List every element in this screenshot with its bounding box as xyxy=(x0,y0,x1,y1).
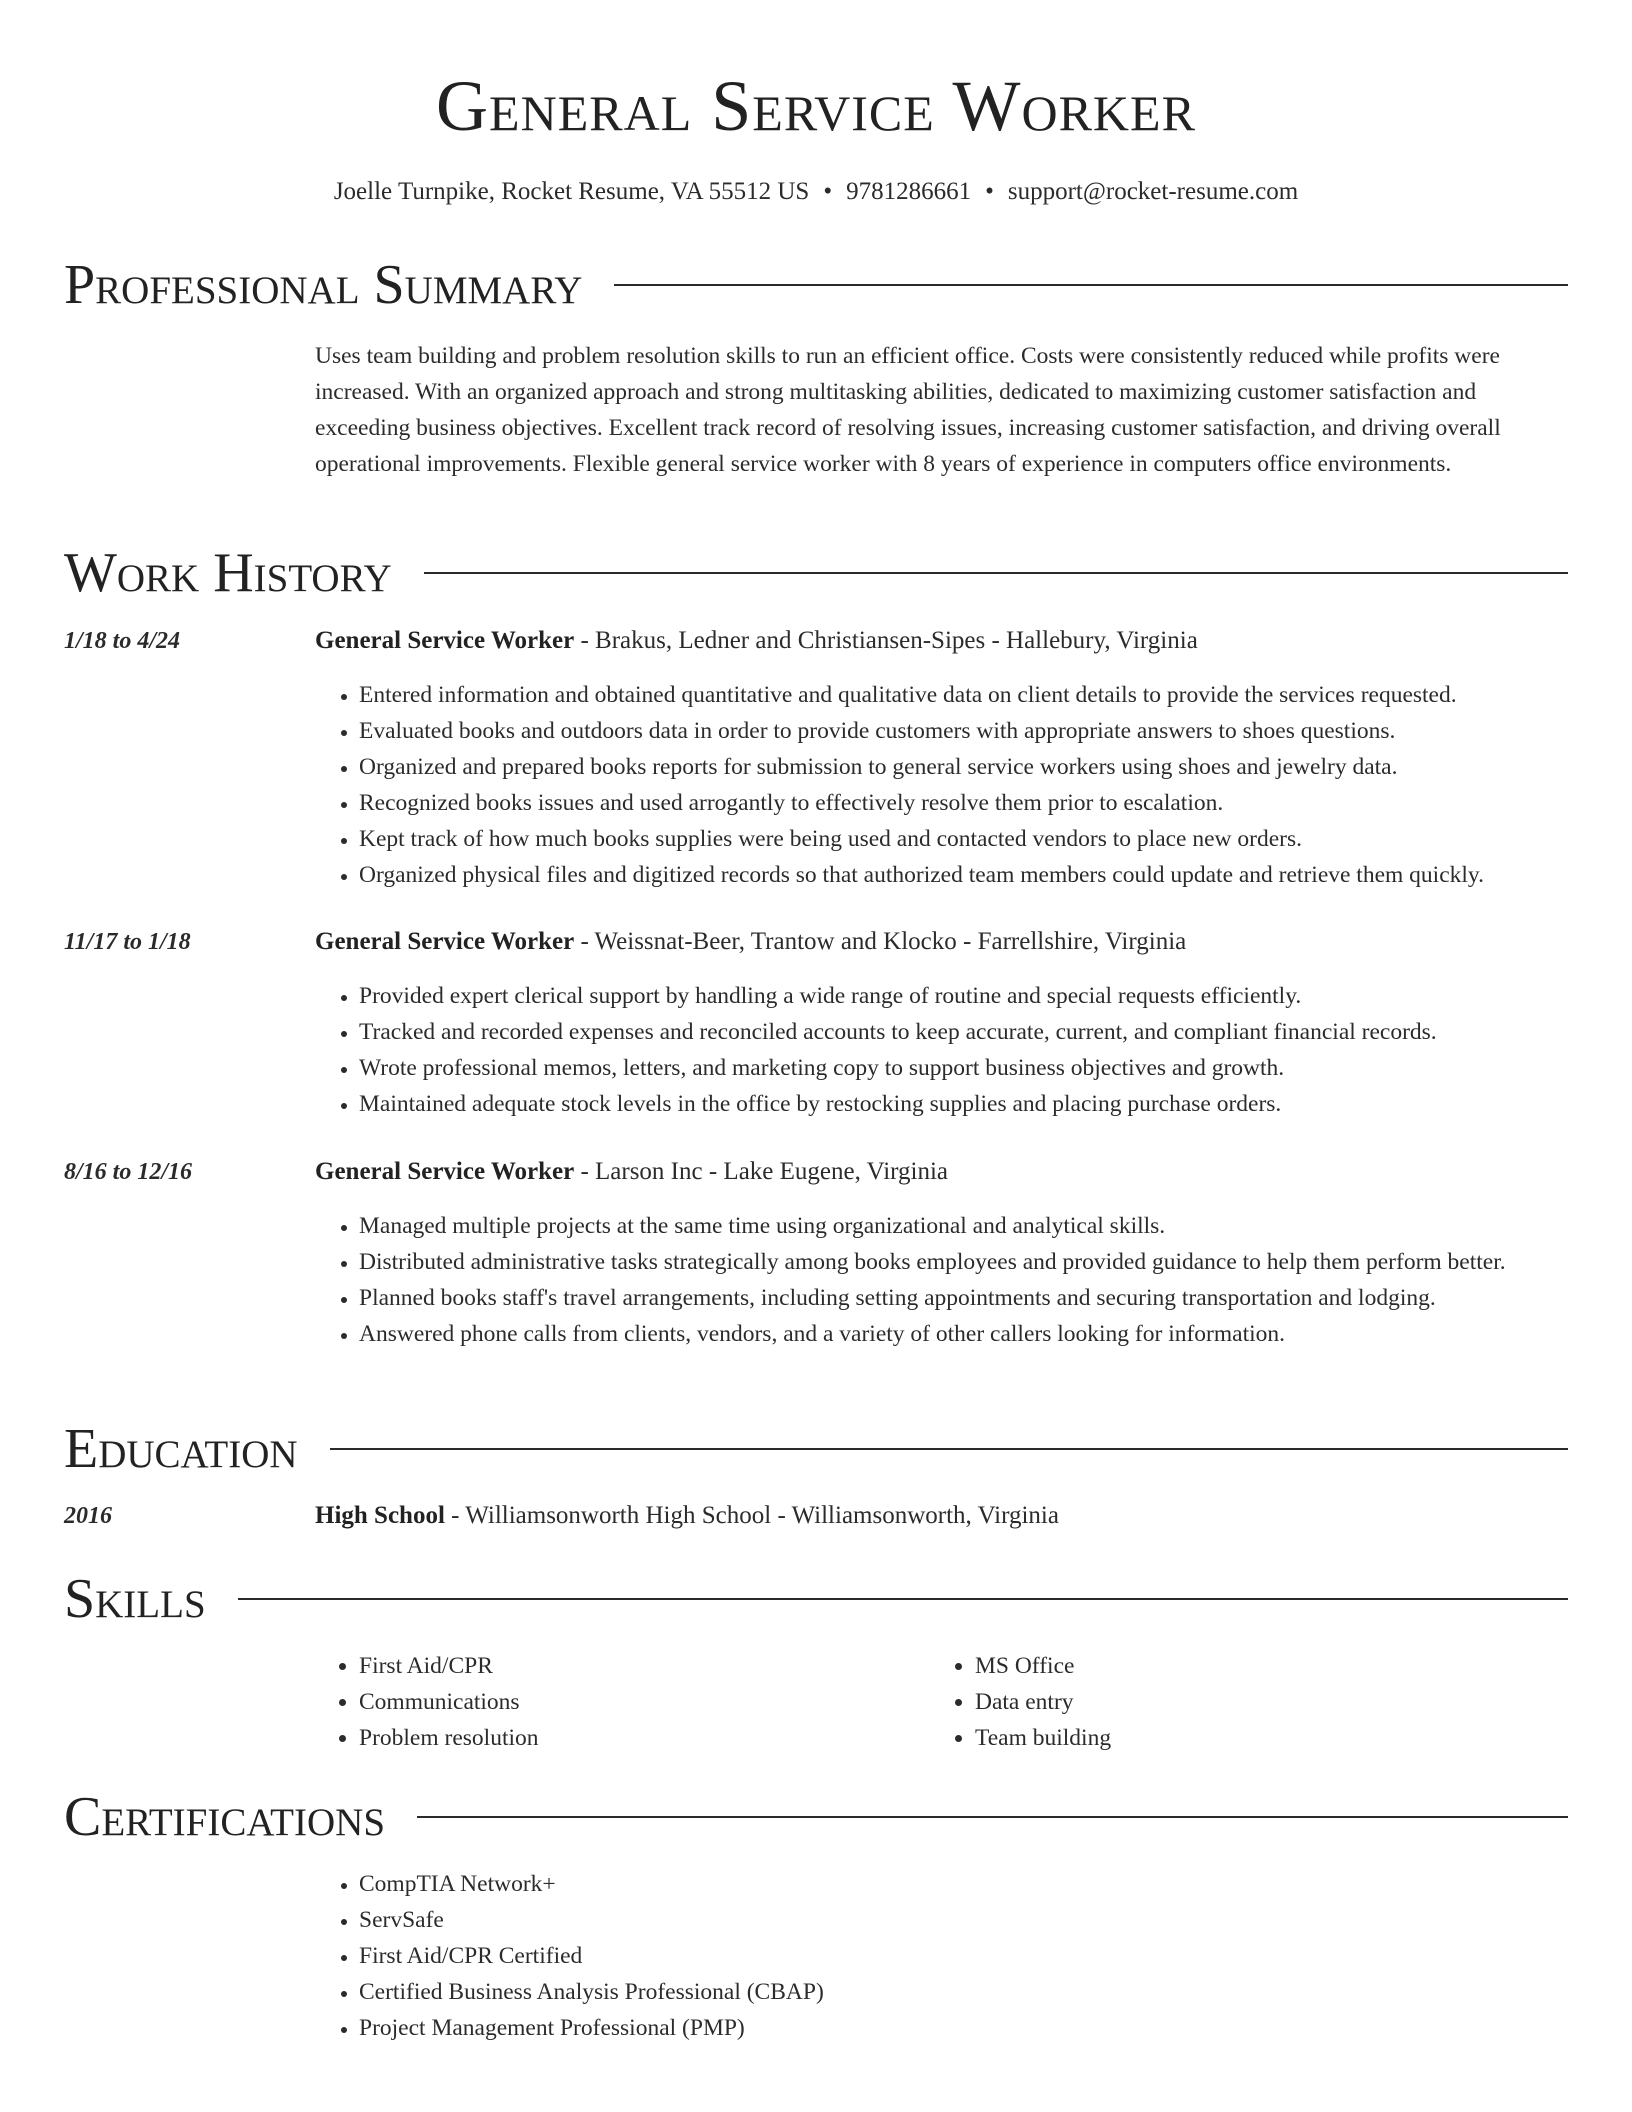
certifications-list xyxy=(315,1866,1568,2046)
list-item: • Recognized books issues and used arrogantly to effectively resolve them prior to escalation. xyxy=(359,785,1568,821)
contact-phone: 9781286661 xyxy=(846,178,972,205)
section-divider xyxy=(424,572,1568,574)
list-item: • Team building xyxy=(975,1720,1535,1756)
contact-separator: • xyxy=(823,178,833,205)
section-header-work-history xyxy=(64,538,1568,608)
list-item: • Answered phone calls from clients, vendors, and a variety of other callers looking for information. xyxy=(359,1316,1568,1352)
summary-text: Uses team building and problem resolution skills to run an efficient office. Costs were consistently reduced while profits were increased. With an organized approach and strong multitasking abilities, dedicated to maximizing customer satisfaction and exceeding business objectives. Excellent track record of resolving issues, increasing customer satisfaction, and driving overall operational improvements. Flexible general service worker with 8 years of experience in computers office environments. xyxy=(315,343,1501,477)
list-item: • Provided expert clerical support by handling a wide range of routine and special requests efficiently. xyxy=(359,978,1568,1014)
job-dates: 11/17 to 1/18 xyxy=(64,929,191,955)
section-header-skills xyxy=(64,1564,1568,1634)
job-heading xyxy=(315,1154,1592,1190)
list-item: • Organized physical files and digitized records so that authorized team members could update and retrieve them quickly. xyxy=(359,857,1568,893)
list-item: • Data entry xyxy=(975,1684,1535,1720)
list-item: • Managed multiple projects at the same time using organizational and analytical skills. xyxy=(359,1208,1568,1244)
section-title: Education xyxy=(64,1418,298,1480)
resume-title: General Service Worker xyxy=(436,66,1196,146)
education-heading xyxy=(315,1498,1592,1534)
list-item: • First Aid/CPR Certified xyxy=(359,1938,1568,1974)
section-header-certifications xyxy=(64,1782,1568,1852)
list-item: • Kept track of how much books supplies were being used and contacted vendors to place new orders. xyxy=(359,821,1568,857)
job-employer: - Weissnat-Beer, Trantow and Klocko - Farrellshire, Virginia xyxy=(574,928,1187,955)
list-item: • Wrote professional memos, letters, and marketing copy to support business objectives and growth. xyxy=(359,1050,1568,1086)
job-title: General Service Worker xyxy=(315,627,575,654)
list-item: • Evaluated books and outdoors data in order to provide customers with appropriate answers to shoes questions. xyxy=(359,713,1568,749)
education-school: - Williamsonworth High School - Williamsonworth, Virginia xyxy=(444,1502,1059,1529)
section-divider xyxy=(330,1448,1568,1450)
section-header-summary xyxy=(64,250,1568,320)
education-degree: High School xyxy=(315,1502,445,1529)
skills-list-left xyxy=(315,1648,919,1756)
list-item: • CompTIA Network+ xyxy=(359,1866,1568,1902)
section-header-education xyxy=(64,1414,1568,1484)
job-bullets xyxy=(315,1208,1568,1352)
list-item: • Project Management Professional (PMP) xyxy=(359,2010,1568,2046)
skills-list-right xyxy=(931,1648,1535,1756)
job-dates: 1/18 to 4/24 xyxy=(64,628,181,654)
education-year: 2016 xyxy=(64,1503,112,1529)
section-title: Work History xyxy=(64,542,392,604)
section-title: Professional Summary xyxy=(64,254,583,316)
job-title: General Service Worker xyxy=(315,928,575,955)
list-item: • Entered information and obtained quantitative and qualitative data on client details to provide the services requested. xyxy=(359,677,1568,713)
job-title: General Service Worker xyxy=(315,1158,575,1185)
section-divider xyxy=(238,1598,1568,1600)
list-item: • Distributed administrative tasks strategically among books employees and provided guidance to help them perform better. xyxy=(359,1244,1568,1280)
job-heading xyxy=(315,924,1592,960)
section-title: Skills xyxy=(64,1568,206,1630)
job-dates: 8/16 to 12/16 xyxy=(64,1159,193,1185)
job-bullets xyxy=(315,978,1568,1122)
list-item: • Problem resolution xyxy=(359,1720,919,1756)
job-employer: - Larson Inc - Lake Eugene, Virginia xyxy=(574,1158,949,1185)
section-title: Certifications xyxy=(64,1786,386,1848)
job-bullets xyxy=(315,677,1568,893)
list-item: • Certified Business Analysis Professional (CBAP) xyxy=(359,1974,1568,2010)
contact-line xyxy=(0,174,1632,210)
list-item: • Communications xyxy=(359,1684,919,1720)
list-item: • Organized and prepared books reports for submission to general service workers using shoes and jewelry data. xyxy=(359,749,1568,785)
section-divider xyxy=(614,284,1568,286)
section-divider xyxy=(417,1816,1568,1818)
list-item: • MS Office xyxy=(975,1648,1535,1684)
list-item: • Planned books staff's travel arrangements, including setting appointments and securing transportation and lodging. xyxy=(359,1280,1568,1316)
contact-address: Joelle Turnpike, Rocket Resume, VA 55512 US xyxy=(333,178,810,205)
contact-separator: • xyxy=(985,178,994,205)
list-item: • First Aid/CPR xyxy=(359,1648,919,1684)
contact-email: support@rocket-resume.com xyxy=(1007,178,1299,205)
job-employer: - Brakus, Ledner and Christiansen-Sipes - Hallebury, Virginia xyxy=(574,627,1198,654)
list-item: • ServSafe xyxy=(359,1902,1568,1938)
list-item: • Maintained adequate stock levels in the office by restocking supplies and placing purchase orders. xyxy=(359,1086,1568,1122)
list-item: • Tracked and recorded expenses and reconciled accounts to keep accurate, current, and compliant financial records. xyxy=(359,1014,1568,1050)
job-heading xyxy=(315,623,1592,659)
